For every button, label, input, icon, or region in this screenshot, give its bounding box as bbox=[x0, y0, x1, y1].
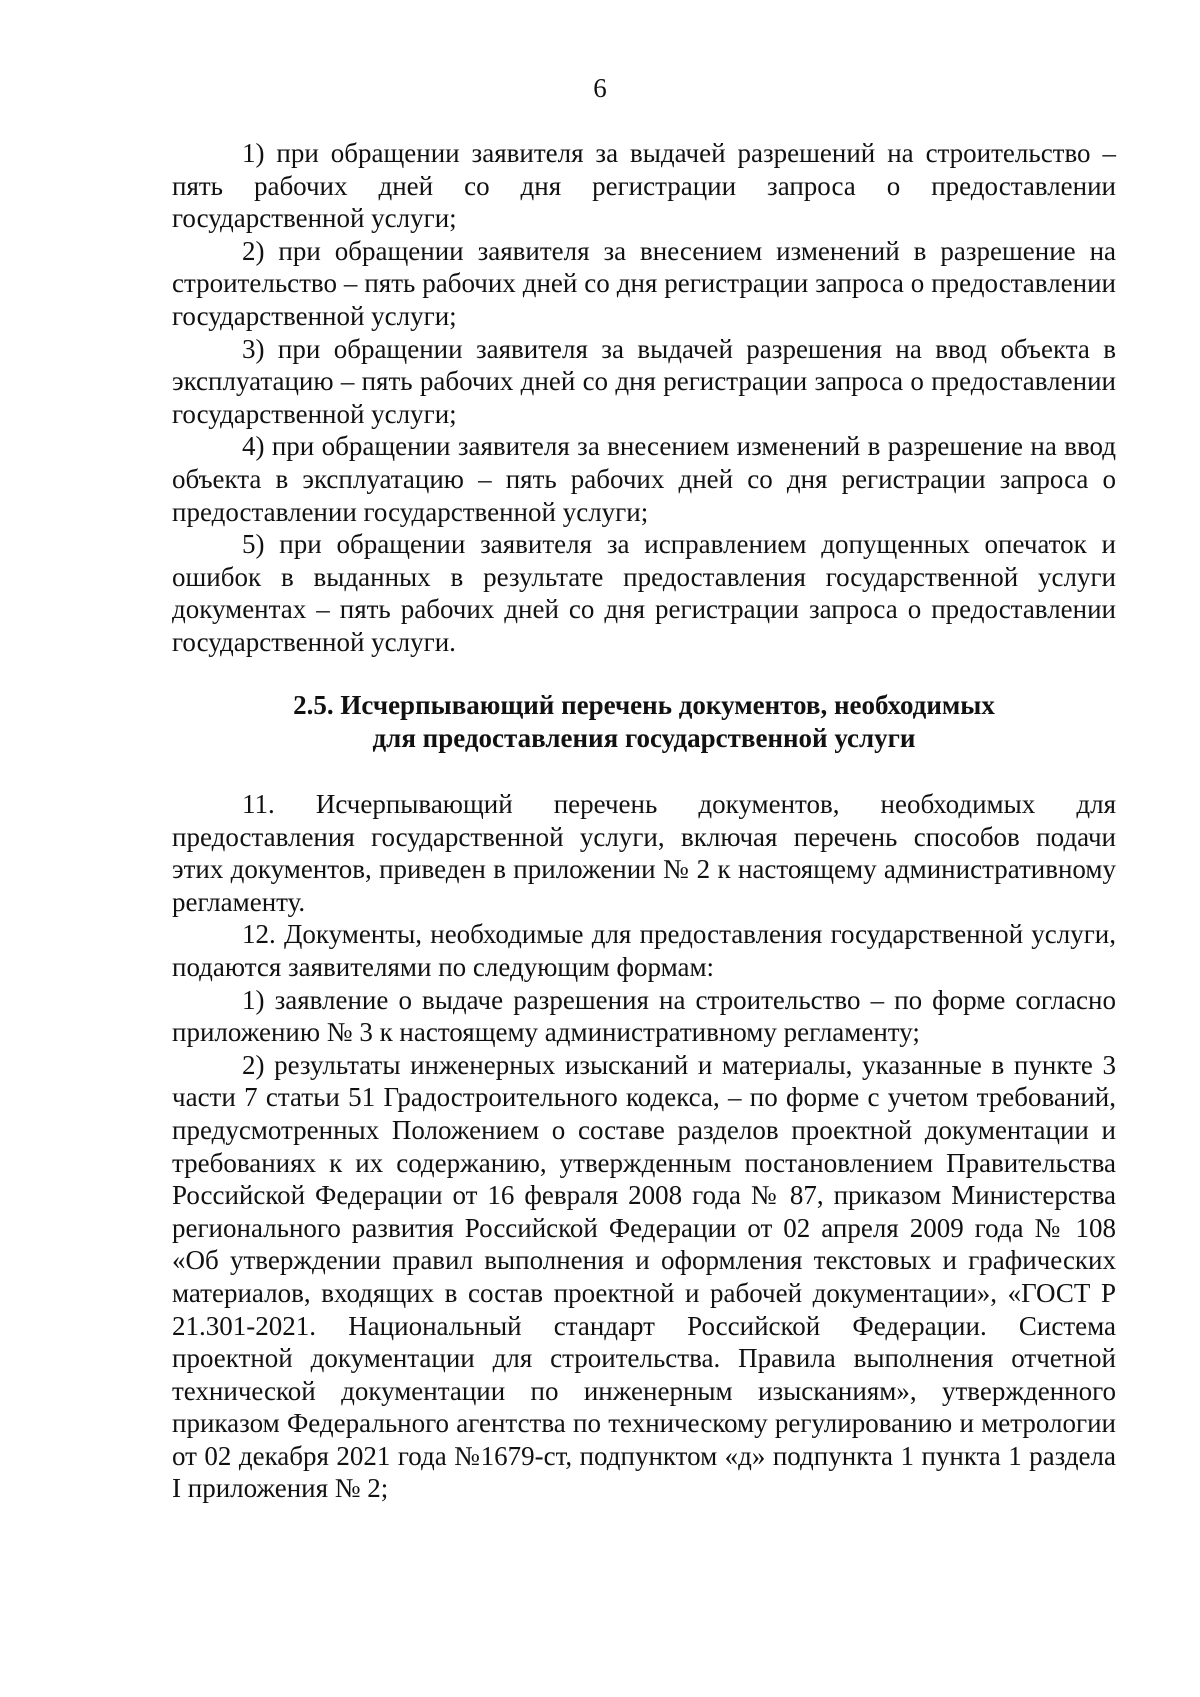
list-item: 3) при обращении заявителя за выдачей разрешения на ввод объекта в эксплуатацию – пять рабочих дней со дня регистрации запроса о предоставлении государственной услуги; bbox=[172, 333, 1116, 429]
section-heading-line: для предоставления государственной услуги bbox=[372, 723, 916, 753]
list-item: 5) при обращении заявителя за исправлением допущенных опечаток и ошибок в выданных в результате предоставления государственной услуги документах – пять рабочих дней со дня регистрации запроса о предоставлении государственной услуги. bbox=[172, 529, 1116, 657]
list-item: 1) при обращении заявителя за выдачей разрешений на строительство – пять рабочих дней со дня регистрации запроса о предоставлении государственной услуги; bbox=[172, 138, 1116, 234]
section-heading bbox=[172, 689, 1116, 755]
list-item: 2) результаты инженерных изысканий и материалы, указанные в пункте 3 части 7 статьи 51 Градостроительного кодекса, – по форме с учетом требований, предусмотренных Положением о составе разделов проектной документации и требованиях к их содержанию, утвержденным постановлением Правительства Российской Федерации от 16 февраля 2008 года № 87, приказом Министерства регионального развития Российской Федерации от 02 апреля 2009 года № 108 «Об утверждении правил выполнения и оформления текстовых и графических материалов, входящих в состав проектной и рабочей документации», «ГОСТ Р 21.301-2021. Национальный стандарт Российской Федерации. Система проектной документации для строительства. Правила выполнения отчетной технической документации по инженерным изысканиям», утвержденного приказом Федерального агентства по техническому регулированию и метрологии от 02 декабря 2021 года №1679-ст, подпунктом «д» подпункта 1 пункта 1 раздела I приложения № 2; bbox=[172, 1049, 1116, 1504]
documents-section bbox=[172, 788, 1116, 1505]
list-item: 1) заявление о выдаче разрешения на строительство – по форме согласно приложению № 3 к настоящему административному регламенту; bbox=[172, 984, 1116, 1048]
deadline-list bbox=[172, 137, 1116, 659]
paragraph: 11. Исчерпывающий перечень документов, необходимых для предоставления государственной услуги, включая перечень способов подачи этих документов, приведен в приложении № 2 к настоящему административному регламенту. bbox=[172, 789, 1116, 917]
section-heading-line: 2.5. Исчерпывающий перечень документов, необходимых bbox=[293, 690, 995, 720]
list-item: 2) при обращении заявителя за внесением изменений в разрешение на строительство – пять рабочих дней со дня регистрации запроса о предоставлении государственной услуги; bbox=[172, 235, 1116, 331]
list-item: 4) при обращении заявителя за внесением изменений в разрешение на ввод объекта в эксплуатацию – пять рабочих дней со дня регистрации запроса о предоставлении государственной услуги; bbox=[172, 431, 1116, 527]
paragraph: 12. Документы, необходимые для предоставления государственной услуги, подаются заявителями по следующим формам: bbox=[172, 919, 1116, 982]
page-number: 6 bbox=[593, 73, 607, 103]
